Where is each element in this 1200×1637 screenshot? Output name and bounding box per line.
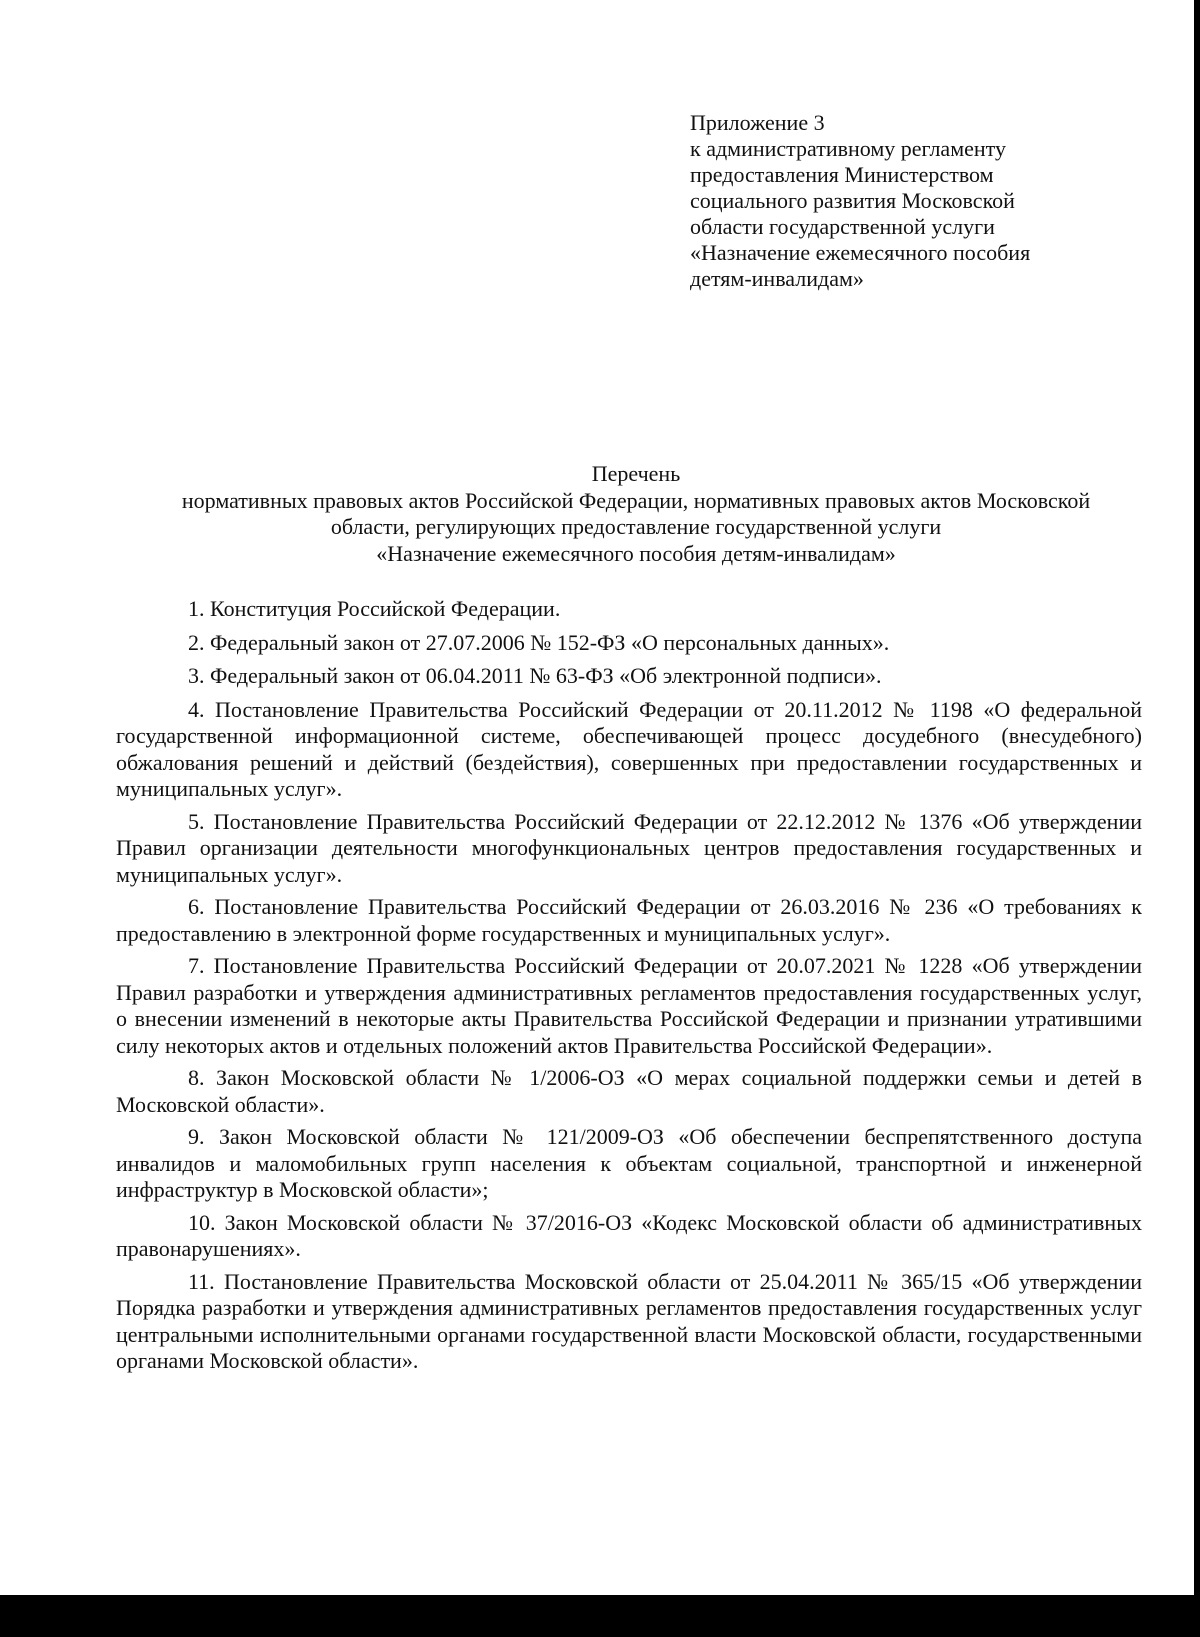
list-item: 7. Постановление Правительства Российский Федерации от 20.07.2021 № 1228 «Об утверждении Правил разработки и утверждения административных регламентов предоставления государственных услуг, о внесении изменений в некоторые акты Правительства Российской Федерации и признании утратившими силу некоторых актов и отдельных положений актов Правительства Российской Федерации». xyxy=(116,953,1142,1058)
title-line: «Назначение ежемесячного пособия детям-инвалидам» xyxy=(376,540,896,566)
annex-line: Приложение 3 xyxy=(690,110,825,135)
list-item: 5. Постановление Правительства Российский Федерации от 22.12.2012 № 1376 «Об утверждении Правил организации деятельности многофункциональных центров предоставления государственных и муниципальных услуг». xyxy=(116,808,1142,887)
annex-line: к административному регламенту xyxy=(690,136,1006,161)
title-line: нормативных правовых актов Российской Федерации, нормативных правовых актов Московской xyxy=(181,487,1091,513)
annex-line: области государственной услуги xyxy=(690,214,995,239)
document-title xyxy=(118,461,1154,567)
title-heading: Перечень xyxy=(591,461,681,486)
list-item: 3. Федеральный закон от 06.04.2011 № 63-ФЗ «Об электронной подписи». xyxy=(188,663,882,688)
list-item: 4. Постановление Правительства Российский Федерации от 20.11.2012 № 1198 «О федеральной государственной информационной системе, обеспечивающей процесс досудебного (внесудебного) обжалования решений и действий (бездействия), совершенных при предоставлении государственных и муниципальных услуг». xyxy=(116,696,1142,801)
annex-line: «Назначение ежемесячного пособия xyxy=(690,240,1031,265)
annex-header xyxy=(690,110,1110,292)
annex-line: детям-инвалидам» xyxy=(690,266,864,291)
list-item: 8. Закон Московской области № 1/2006-ОЗ «О мерах социальной поддержки семьи и детей в Московской области». xyxy=(116,1065,1142,1117)
list-item: 2. Федеральный закон от 27.07.2006 № 152-ФЗ «О персональных данных». xyxy=(188,629,890,655)
list-item: 1. Конституция Российской Федерации. xyxy=(188,596,561,621)
list-item: 6. Постановление Правительства Российский Федерации от 26.03.2016 № 236 «О требованиях к предоставлению в электронной форме государственных и муниципальных услуг». xyxy=(116,894,1142,946)
title-line: области, регулирующих предоставление государственной услуги xyxy=(330,514,942,539)
list-item: 11. Постановление Правительства Московской области от 25.04.2011 № 365/15 «Об утверждении Порядка разработки и утверждения административных регламентов предоставления государственных услуг центральными исполнительными органами государственной власти Московской области, государственными органами Московской области». xyxy=(116,1268,1142,1373)
annex-line: социального развития Московской xyxy=(690,188,1015,213)
list-item: 9. Закон Московской области № 121/2009-ОЗ «Об обеспечении беспрепятственного доступа инвалидов и маломобильных групп населения к объектам социальной, транспортной и инженерной инфраструктур в Московской области»; xyxy=(116,1124,1142,1202)
annex-line: предоставления Министерством xyxy=(690,162,994,187)
acts-list xyxy=(116,596,1142,1381)
scan-edge-right xyxy=(1194,0,1200,1637)
list-item: 10. Закон Московской области № 37/2016-ОЗ «Кодекс Московской области об административных правонарушениях». xyxy=(116,1209,1142,1261)
scan-edge-bottom xyxy=(0,1595,1200,1637)
